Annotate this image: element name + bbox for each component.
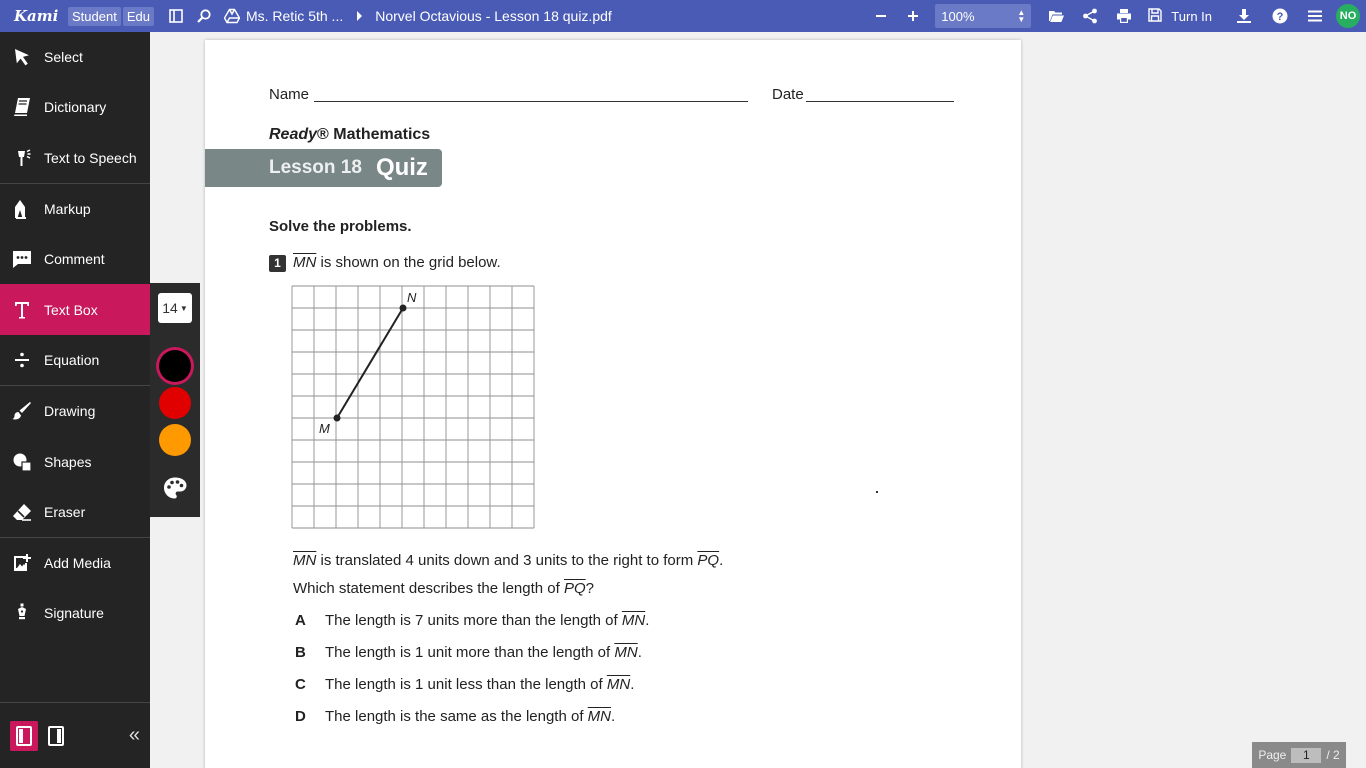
color-swatch-red[interactable] [159,387,191,419]
tool-add-media[interactable] [0,538,150,588]
tool-shapes[interactable] [0,436,150,486]
color-swatch-orange[interactable] [159,424,191,456]
lesson-banner [205,149,442,187]
option-text: The length is 1 unit more than the length of [325,644,615,661]
chevron-down-icon: ▼ [179,303,188,313]
palette-icon[interactable] [163,476,187,500]
answer-option-d[interactable] [295,708,615,725]
option-end: . [637,644,642,661]
tool-label: Eraser [44,503,86,520]
document-page[interactable] [205,40,1021,768]
answer-option-a[interactable] [295,612,649,629]
tool-drawing[interactable] [0,386,150,436]
google-drive-icon [218,0,246,32]
tool-signature[interactable] [0,588,150,638]
page-total: / 2 [1326,748,1340,762]
eraser-icon [0,502,44,522]
brush-icon [0,401,44,421]
comment-icon [0,249,44,269]
series-title [269,126,430,144]
layout-switcher [0,702,150,768]
menu-icon[interactable] [1298,0,1332,32]
zoom-select[interactable] [935,4,1031,28]
turn-in-button[interactable] [1147,7,1212,26]
segment-mn: $\overline{MN}$ [293,254,317,271]
zoom-out-icon[interactable] [867,0,895,32]
help-icon[interactable] [1262,0,1298,32]
text-icon [0,300,44,320]
question-stem-1 [293,552,723,569]
page-label: Page [1258,748,1287,762]
date-line [806,101,954,102]
point-n [400,305,407,312]
tool-label: Markup [44,201,91,218]
tool-label: Add Media [44,555,111,572]
tool-sidebar [0,32,150,768]
tool-text-to-speech[interactable] [0,133,150,183]
textbox-options-panel [150,283,200,517]
tool-label: Comment [44,251,105,268]
lesson-label: Lesson 18 [269,157,362,178]
option-text: The length is 7 units more than the length of [325,612,622,629]
option-letter: D [295,708,306,725]
cursor-icon [0,47,44,67]
shapes-icon [0,452,44,472]
tool-comment[interactable] [0,234,150,284]
markup-icon [0,199,44,219]
tool-label: Shapes [44,453,92,470]
segment-mn: $\overline{MN}$ [606,676,631,693]
layout-left-button[interactable] [10,721,38,751]
color-swatch-black[interactable] [159,350,191,382]
option-letter: C [295,676,306,693]
segment-mn: $\overline{MN}$ [587,708,611,725]
instructions: Solve the problems. [269,218,412,235]
download-icon[interactable] [1226,0,1262,32]
option-text: The length is the same as the length of [325,708,588,725]
speech-icon [0,148,44,168]
tool-text-box[interactable] [0,284,150,334]
layout-right-icon [48,726,64,746]
svg-text:?: ? [1276,11,1284,24]
option-letter: A [295,612,306,629]
font-size-value: 14 [162,300,178,316]
zoom-stepper-icon: ▲ ▼ [1017,8,1026,24]
tool-select[interactable] [0,32,150,82]
answer-option-b[interactable] [295,644,642,661]
page-number-input[interactable]: 1 [1291,748,1321,763]
tool-label: Select [44,49,83,66]
question-text: is shown on the grid below. [316,254,501,271]
collapse-sidebar-icon[interactable]: « [128,724,140,746]
print-icon[interactable] [1107,0,1141,32]
edu-chip[interactable]: Edu [123,7,154,26]
breadcrumb-file[interactable]: Norvel Octavious - Lesson 18 quiz.pdf [375,8,612,24]
point-m-label: M [319,421,330,436]
kami-logo[interactable]: Kami [14,7,59,25]
coordinate-grid [291,285,537,531]
stem-end: . [719,552,724,569]
avatar[interactable]: NO [1336,4,1360,28]
breadcrumb-folder[interactable]: Ms. Retic 5th ... [245,8,344,24]
option-text: The length is 1 unit less than the length of [325,676,607,693]
segment-mn: $\overline{MN}$ [293,552,317,569]
stem-text: Which statement describes the length of [293,580,564,597]
breadcrumb-arrow-icon [343,0,375,32]
tool-label: Drawing [44,403,96,420]
quiz-label: Quiz [375,154,428,181]
name-label: Name [269,86,310,103]
question-1 [269,254,501,272]
tool-label: Dictionary [44,99,107,116]
stem-end: ? [585,580,595,597]
search-icon[interactable] [190,0,218,32]
student-chip[interactable]: Student [68,7,121,26]
stem-text: is translated 4 units down and 3 units to the right to form [316,552,698,569]
series-rest: ® Mathematics [317,126,431,143]
tool-label: Text Box [44,301,98,318]
tool-markup[interactable] [0,184,150,234]
point-n-label: N [407,290,417,305]
tool-dictionary[interactable] [0,82,150,132]
tool-eraser[interactable] [0,487,150,537]
turn-in-label: Turn In [1171,8,1212,24]
layout-left-icon [16,726,32,746]
option-end: . [630,676,635,693]
name-line [314,101,748,102]
save-icon [1147,7,1163,26]
page-indicator [1252,742,1346,768]
date-label: Date [772,86,804,103]
segment-mn: $\overline{MN}$ [621,612,646,629]
segment-pq: $\overline{PQ}$ [563,580,586,597]
option-letter: B [295,644,306,661]
open-folder-icon[interactable] [1039,0,1073,32]
book-icon [0,97,44,117]
share-icon[interactable] [1073,0,1107,32]
font-size-select[interactable] [158,293,192,323]
series-brand: Ready [269,126,318,143]
zoom-in-icon[interactable] [899,0,927,32]
option-end: . [645,612,650,629]
tool-label: Text to Speech [44,149,137,166]
segment-line [337,308,403,418]
top-bar [0,0,1366,32]
divide-icon [0,350,44,370]
tool-equation[interactable] [0,335,150,385]
stray-dot [876,491,878,493]
answer-option-c[interactable] [295,676,634,693]
layout-right-button[interactable] [42,721,70,751]
segment-pq: $\overline{PQ}$ [697,552,720,569]
option-end: . [611,708,616,725]
sidebar-toggle-icon[interactable] [162,0,190,32]
tool-label: Signature [44,605,104,622]
question-stem-2 [293,580,594,597]
pen-icon [0,603,44,623]
image-icon [0,553,44,573]
point-m [334,415,341,422]
tool-label: Equation [44,351,100,368]
question-number: 1 [269,255,286,272]
segment-mn: $\overline{MN}$ [614,644,638,661]
zoom-value: 100% [941,8,975,24]
